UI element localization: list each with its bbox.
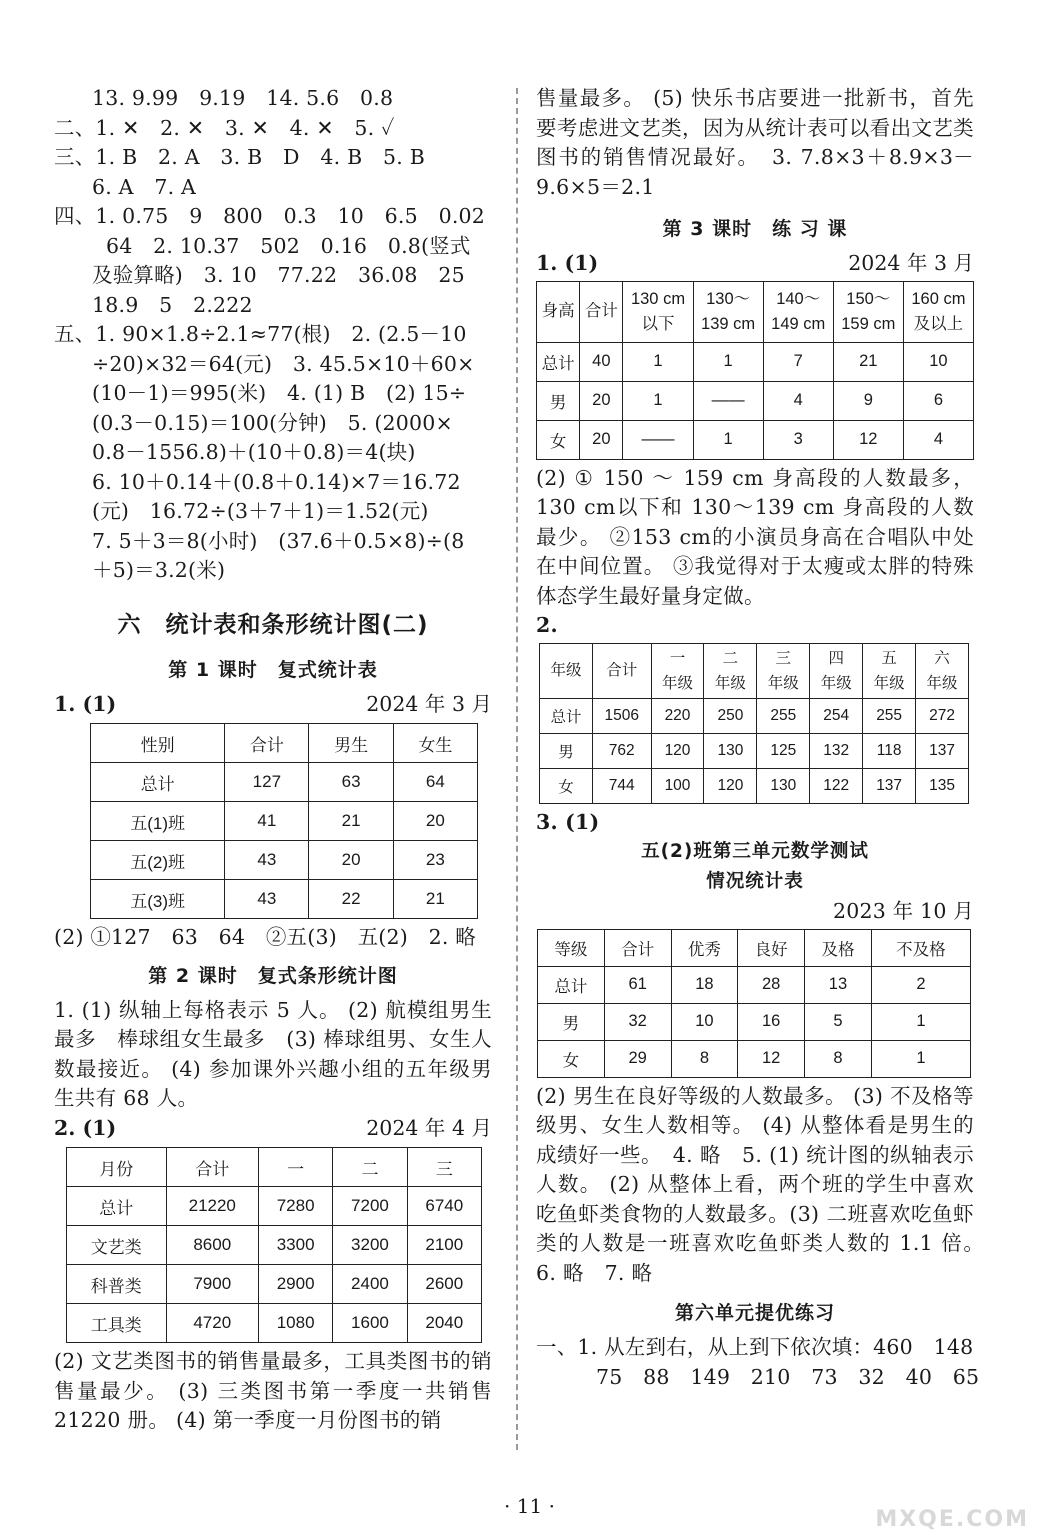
table-header-cell: 三 年级 [757,643,810,698]
table-header-cell: 月份 [67,1148,167,1187]
table-cell: 1 [871,1040,970,1077]
table-row [67,1304,482,1343]
answer-line: (元) 16.72÷(3＋7＋1)＝1.52(元) [92,499,429,523]
table-header-cell: 合计 [166,1148,258,1187]
answer-line: 6. 10＋0.14＋(0.8＋0.14)×7＝16.72 [92,469,461,494]
table-cell: 255 [863,698,916,733]
table-cell: 22 [309,880,393,919]
table-cell: 总计 [538,966,605,1003]
table-header-cell: 良好 [738,929,805,966]
table-header-cell: 一 [258,1148,332,1187]
table-cell: 63 [309,763,393,802]
answer-lines-top [54,84,492,586]
table-row [537,381,974,420]
table-cell: 64 [393,763,477,802]
table-cell: 2600 [407,1265,481,1304]
table-cell: 132 [810,733,863,768]
answer-line: ÷20)×32＝64(元) 3. 45.5×10＋60× [92,351,475,376]
table-cell: 1 [693,342,763,381]
table-cell: 32 [604,1003,671,1040]
table-row [91,841,478,880]
table-header-cell: 优秀 [671,929,738,966]
answer-line: (0.3－0.15)＝100(分钟) 5. (2000× [92,410,453,435]
table-cell: 科普类 [67,1265,167,1304]
lesson1-title: 第 1 课时 复式统计表 [168,658,378,681]
r-q3-paragraph: (2) 男生在良好等级的人数最多。 (3) 不及格等级男、女生人数相等。 (4) 从整体看是男生的成绩好一些。 4. 略 5. (1) 统计图的纵轴表示人数。 (2) 从整体上看，两个班的学生中喜欢吃鱼虾类食物的人数最多。(3) 二班喜欢吃鱼虾类的人数是一班喜欢吃鱼虾类人数的 1.1 倍。 6. 略 7. 略 [536,1083,995,1285]
watermark-logo: MXQE.COM [875,1507,1029,1532]
lesson2-title: 第 2 课时 复式条形统计图 [148,964,398,987]
table-cell: 7200 [333,1187,407,1226]
gender-stats-table [90,723,478,919]
table-header-cell: 一 年级 [651,643,704,698]
answer-line: 64 2. 10.37 502 0.16 0.8(竖式 [106,233,471,258]
table-header-cell: 二 [333,1148,407,1187]
table-cell: 1 [623,342,693,381]
table-header-cell: 性别 [91,724,225,763]
table-row [91,763,478,802]
lesson2-paragraph: 1. (1) 纵轴上每格表示 5 人。 (2) 航模组男生最多 棒球组女生最多 (3) 棒球组男、女生人数最接近。 (4) 参加课外兴趣小组的五年级男生共有 68 人。 [54,997,492,1110]
table-cell: —— [693,381,763,420]
table-cell: 23 [393,841,477,880]
table-row [540,733,969,768]
table-row [67,1187,482,1226]
q1-date: 2024 年 3 月 [366,691,492,716]
r-q1-paragraph: (2) ① 150 ～ 159 cm 身高段的人数最多，130 cm以下和 130～139 cm 身高段的人数最少。 ②153 cm的小演员身高在合唱队中处在中间位置。 ③我觉得对于太瘦或太胖的特殊体态学生最好量身定做。 [536,465,974,608]
r-q1-date: 2024 年 3 月 [848,251,974,275]
table-cell: 12 [738,1040,805,1077]
table-cell: 3300 [258,1226,332,1265]
answer-line: 0.8－1556.8)＋(10＋0.8)＝4(块) [92,440,416,464]
table-header-cell: 及格 [805,929,872,966]
table-row [91,880,478,919]
r-q3-date: 2023 年 10 月 [832,899,974,923]
left-column [54,84,492,1436]
table-cell: 2100 [407,1226,481,1265]
q2-date: 2024 年 4 月 [366,1115,492,1140]
q2-header [54,1114,492,1144]
table-cell: 61 [604,966,671,1003]
lesson3-title: 第 3 课时 练 习 课 [662,218,848,240]
table-cell: 1 [623,381,693,420]
answer-line: 及验算略) 3. 10 77.22 36.08 25 [92,263,465,287]
table-cell: 1 [693,420,763,459]
table-header-cell: 三 [407,1148,481,1187]
table-cell: 总计 [67,1187,167,1226]
last-line-1: 一、1. 从左到右，从上到下依次填：460 148 [536,1335,974,1359]
table-cell: 10 [671,1003,738,1040]
table-row [67,1265,482,1304]
table-header-cell: 六 年级 [916,643,969,698]
table-header-cell: 四 年级 [810,643,863,698]
table-cell: 250 [704,698,757,733]
table-cell: 1506 [592,698,651,733]
table-cell: 男 [537,381,580,420]
table-header-cell: 合计 [225,724,309,763]
table-cell: 135 [916,768,969,803]
table-cell: 1 [871,1003,970,1040]
page-number: · 11 · [504,1494,555,1518]
table-cell: 20 [309,841,393,880]
table-cell: 137 [863,768,916,803]
table-header-row [538,929,971,966]
table-header-cell: 140～ 149 cm [763,281,833,342]
table-header-cell: 合计 [592,643,651,698]
table-cell: 2040 [407,1304,481,1343]
table-cell: 4720 [166,1304,258,1343]
r-q2-label: 2. [536,613,558,637]
table-cell: 9 [833,381,903,420]
table-cell: 2400 [333,1265,407,1304]
answer-line: (10－1)＝995(米) 4. (1) B (2) 15÷ [92,381,467,405]
table-row [540,768,969,803]
table-cell: 3200 [333,1226,407,1265]
table-cell: 7900 [166,1265,258,1304]
table-cell: 40 [580,342,623,381]
table-cell: 762 [592,733,651,768]
book-sales-table [66,1147,482,1343]
table-cell: 20 [580,381,623,420]
table-cell: 五(2)班 [91,841,225,880]
table-cell: 28 [738,966,805,1003]
right-column [536,84,995,1392]
table-cell: 29 [604,1040,671,1077]
table-cell: 21 [393,880,477,919]
table-header-cell: 五 年级 [863,643,916,698]
table-header-cell: 130 cm 以下 [623,281,693,342]
table-row [537,342,974,381]
table-cell: 254 [810,698,863,733]
table-cell: 41 [225,802,309,841]
table-cell: 男 [538,1003,605,1040]
table-cell: 122 [810,768,863,803]
answer-line: 五、1. 90×1.8÷2.1≈77(根) 2. (2.5－10 [54,322,467,346]
answer-line: 18.9 5 2.222 [92,292,253,317]
table-cell: 125 [757,733,810,768]
table-cell: —— [623,420,693,459]
table-header-row [91,724,478,763]
table-header-cell: 二 年级 [704,643,757,698]
answer-line: 三、1. B 2. A 3. B D 4. B 5. B [54,145,425,169]
answer-line: ＋5)＝3.2(米) [92,558,226,582]
table-header-cell: 160 cm 及以上 [903,281,973,342]
table-header-cell: 150～ 159 cm [833,281,903,342]
table-cell: 21220 [166,1187,258,1226]
table-cell: 总计 [537,342,580,381]
table-cell: 2900 [258,1265,332,1304]
table-cell: 255 [757,698,810,733]
answer-line: 四、1. 0.75 9 800 0.3 10 6.5 0.02 [54,204,486,228]
q2-label: 2. (1) [54,1115,117,1140]
table-cell: 744 [592,768,651,803]
answer-line: 7. 5＋3＝8(小时) (37.6＋0.5×8)÷(8 [92,528,465,553]
table-cell: 5 [805,1003,872,1040]
table-cell: 12 [833,420,903,459]
table-cell: 女 [538,1040,605,1077]
table-row [538,1003,971,1040]
table-cell: 130 [704,733,757,768]
table-cell: 7 [763,342,833,381]
q1-answer: (2) ①127 63 64 ②五(3) 五(2) 2. 略 [54,925,477,949]
table-cell: 8600 [166,1226,258,1265]
table-row [537,420,974,459]
table5-caption-2: 情况统计表 [706,871,804,892]
table-cell: 130 [757,768,810,803]
table-cell: 4 [903,420,973,459]
q1-header [54,690,492,720]
table-cell: 120 [651,733,704,768]
table-header-cell: 身高 [537,281,580,342]
unit-practice-title: 第六单元提优练习 [674,1302,835,1324]
table-row [540,698,969,733]
table-row [67,1226,482,1265]
table-cell: 1600 [333,1304,407,1343]
table-cell: 工具类 [67,1304,167,1343]
last-line-2: 75 88 149 210 73 32 40 65 [596,1364,980,1389]
table-cell: 4 [763,381,833,420]
table-row [538,1040,971,1077]
table-cell: 3 [763,420,833,459]
table-cell: 20 [393,802,477,841]
table-header-cell: 合计 [604,929,671,966]
table-cell: 6740 [407,1187,481,1226]
table-cell: 男 [540,733,593,768]
table-cell: 6 [903,381,973,420]
table-cell: 五(1)班 [91,802,225,841]
table-cell: 100 [651,768,704,803]
table-cell: 20 [580,420,623,459]
table-cell: 21 [309,802,393,841]
answer-line: 二、1. ✕ 2. ✕ 3. ✕ 4. ✕ 5. ✓ [54,115,395,140]
table-header-cell: 130～ 139 cm [693,281,763,342]
table-header-cell: 男生 [309,724,393,763]
answer-line: 6. A 7. A [92,174,197,199]
table-cell: 43 [225,841,309,880]
table-header-cell: 不及格 [871,929,970,966]
table-cell: 总计 [91,763,225,802]
table-cell: 272 [916,698,969,733]
table-header-row [67,1148,482,1187]
table-cell: 120 [704,768,757,803]
answer-line: 13. 9.99 9.19 14. 5.6 0.8 [92,86,394,110]
table-cell: 137 [916,733,969,768]
q1-label: 1. (1) [54,691,117,716]
table-cell: 13 [805,966,872,1003]
right-top-paragraph: 售量最多。 (5) 快乐书店要进一批新书，首先要考虑进文艺类，因为从统计表可以看出文艺类图书的销售情况最好。 3. 7.8×3＋8.9×3－9.6×5＝2.1 [536,86,974,199]
table-row [91,802,478,841]
r-q3-label: 3. (1) [536,809,600,834]
table-cell: 8 [805,1040,872,1077]
table-cell: 7280 [258,1187,332,1226]
table-cell: 2 [871,966,970,1003]
table-cell: 21 [833,342,903,381]
table-cell: 五(3)班 [91,880,225,919]
chapter-title: 六 统计表和条形统计图(二) [117,611,429,638]
grade-stats-table [539,643,969,804]
table-cell: 18 [671,966,738,1003]
test-results-table [537,929,971,1078]
table-cell: 220 [651,698,704,733]
table-row [538,966,971,1003]
table-cell: 118 [863,733,916,768]
table-header-row [540,643,969,698]
table-header-cell: 等级 [538,929,605,966]
table-header-cell: 女生 [393,724,477,763]
table-cell: 文艺类 [67,1226,167,1265]
table-cell: 总计 [540,698,593,733]
table-header-cell: 合计 [580,281,623,342]
table-cell: 10 [903,342,973,381]
r-q1-header [536,249,974,279]
table-cell: 16 [738,1003,805,1040]
table-cell: 女 [540,768,593,803]
table-cell: 1080 [258,1304,332,1343]
table-cell: 8 [671,1040,738,1077]
r-q1-label: 1. (1) [536,251,599,275]
table-header-cell: 年级 [540,643,593,698]
q2-paragraph: (2) 文艺类图书的销售量最多，工具类图书的销售量最少。 (3) 三类图书第一季度一共销售 21220 册。 (4) 第一季度一月份图书的销 [54,1349,492,1432]
column-divider [516,88,518,1450]
height-stats-table [536,281,974,460]
table-cell: 127 [225,763,309,802]
table-header-row [537,281,974,342]
table-cell: 女 [537,420,580,459]
table5-caption-1: 五(2)班第三单元数学测试 [641,841,869,862]
table-cell: 43 [225,880,309,919]
